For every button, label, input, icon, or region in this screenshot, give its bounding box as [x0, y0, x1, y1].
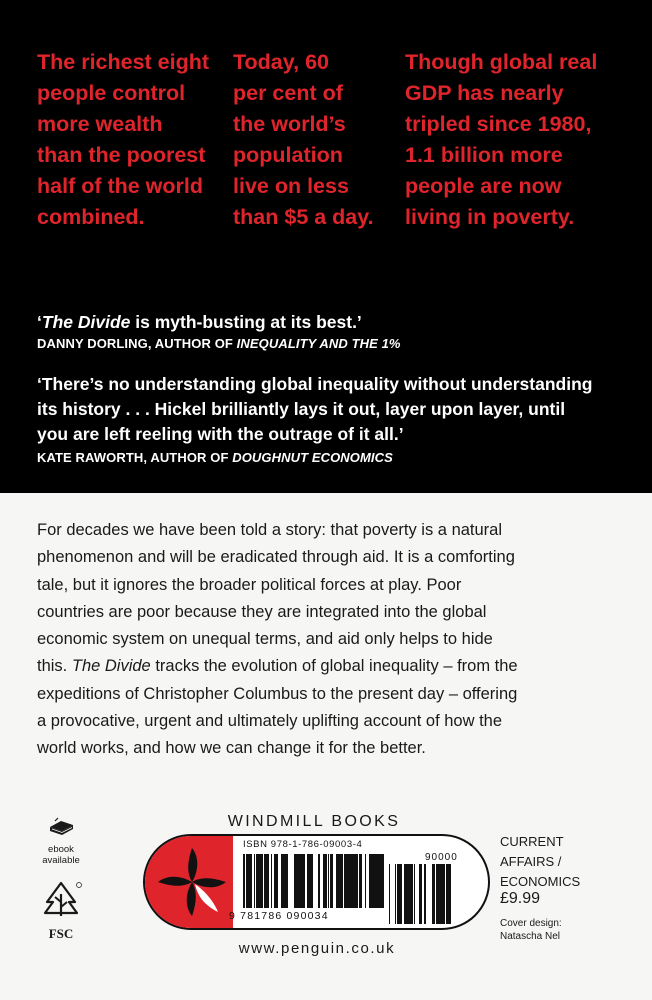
stat-line: GDP has nearly — [405, 81, 564, 105]
quote-rest: is myth-busting at its best.’ — [130, 312, 362, 332]
publisher-logo — [145, 836, 233, 928]
attribution-book: DOUGHNUT ECONOMICS — [232, 450, 393, 465]
quote-text — [37, 311, 401, 333]
blurb-line: tale, but it ignores the broader political forces at play. Poor — [37, 575, 462, 594]
stat-line: combined. — [37, 205, 145, 229]
stat-line: living in poverty. — [405, 205, 575, 229]
ebook-badge — [36, 815, 86, 866]
stat-line: The richest eight — [37, 50, 210, 74]
ebook-text-1: ebook — [48, 844, 74, 855]
blurb-line: a provocative, urgent and ultimately uplifting account of how the — [37, 712, 503, 731]
fsc-tree-icon — [38, 880, 84, 920]
quote-line: its history . . . Hickel brilliantly lays it out, layer upon layer, until — [37, 399, 566, 419]
category-line: ECONOMICS — [500, 874, 581, 889]
publisher-url: www.penguin.co.uk — [238, 940, 396, 957]
quote-open-mark: ‘ — [37, 312, 42, 332]
quote-line: ‘There’s no understanding global inequality without understanding — [37, 374, 593, 394]
review-quote-2 — [37, 372, 592, 467]
stat-line: people control — [37, 81, 186, 105]
stat-line: per cent of — [233, 81, 343, 105]
blurb-line: For decades we have been told a story: that poverty is a natural — [37, 521, 503, 539]
blurb-line: phenomenon and will be eradicated through aid. It is a comforting — [37, 548, 515, 567]
isbn-label: ISBN 978-1-786-09003-4 — [243, 839, 363, 850]
book-title: The Divide — [71, 657, 151, 676]
category-line: CURRENT — [500, 834, 564, 849]
blurb-line: economic system on unequal terms, and aid only helps to hide — [37, 630, 493, 649]
stat-line: than the poorest — [37, 143, 206, 167]
blurb-text: this. — [37, 657, 72, 676]
credit-line: Natascha Nel — [500, 931, 561, 942]
barcode-number: 9 781786 090034 — [229, 910, 329, 922]
quote-attribution — [37, 335, 401, 353]
category-line: AFFAIRS / — [500, 854, 562, 869]
book-title: The Divide — [41, 312, 131, 332]
stat-line: population — [233, 143, 343, 167]
blurb-line: countries are poor because they are integrated into the global — [37, 602, 487, 621]
attribution-prefix: DANNY DORLING, AUTHOR OF — [37, 336, 237, 351]
windmill-logo-icon — [145, 836, 233, 928]
fsc-label: FSC — [48, 926, 74, 941]
blurb-text: tracks the evolution of global inequality – from the — [150, 657, 518, 676]
cover-credit — [500, 917, 562, 943]
stat-column-2 — [233, 47, 374, 233]
stat-line: Though global real — [405, 50, 598, 74]
category-label — [500, 832, 580, 892]
quote-attribution — [37, 449, 592, 467]
stat-column-1 — [37, 47, 209, 233]
quote-line: you are left reeling with the outrage of it all.’ — [37, 424, 404, 444]
stat-line: live on less — [233, 174, 349, 198]
credit-line: Cover design: — [500, 918, 562, 929]
publisher-name: WINDMILL BOOKS — [227, 813, 401, 830]
stat-line: half of the world — [37, 174, 204, 198]
stat-line: people are now — [405, 174, 562, 198]
attribution-book: INEQUALITY AND THE 1% — [236, 336, 401, 351]
stat-line: more wealth — [37, 112, 163, 136]
blurb-line: expeditions of Christopher Columbus to the present day – offering — [37, 684, 518, 703]
stat-line: the world’s — [233, 112, 346, 136]
fsc-badge — [36, 880, 86, 942]
ebook-icon — [46, 815, 76, 839]
book-blurb — [37, 517, 627, 763]
stat-line: 1.1 billion more — [405, 143, 563, 167]
price-code: 90000 — [425, 852, 458, 863]
barcode-panel — [143, 834, 490, 930]
ebook-text-2: available — [42, 855, 80, 866]
blurb-line: world works, and how we can change it for the better. — [37, 739, 426, 758]
attribution-prefix: KATE RAWORTH, AUTHOR OF — [37, 450, 233, 465]
stat-line: Today, 60 — [233, 50, 329, 74]
price-label: £9.99 — [500, 890, 541, 907]
stat-line: tripled since 1980, — [405, 112, 592, 136]
review-quote-1 — [37, 311, 401, 353]
blurb-line — [37, 653, 627, 680]
stat-column-3 — [405, 47, 597, 233]
stat-line: than $5 a day. — [233, 205, 374, 229]
